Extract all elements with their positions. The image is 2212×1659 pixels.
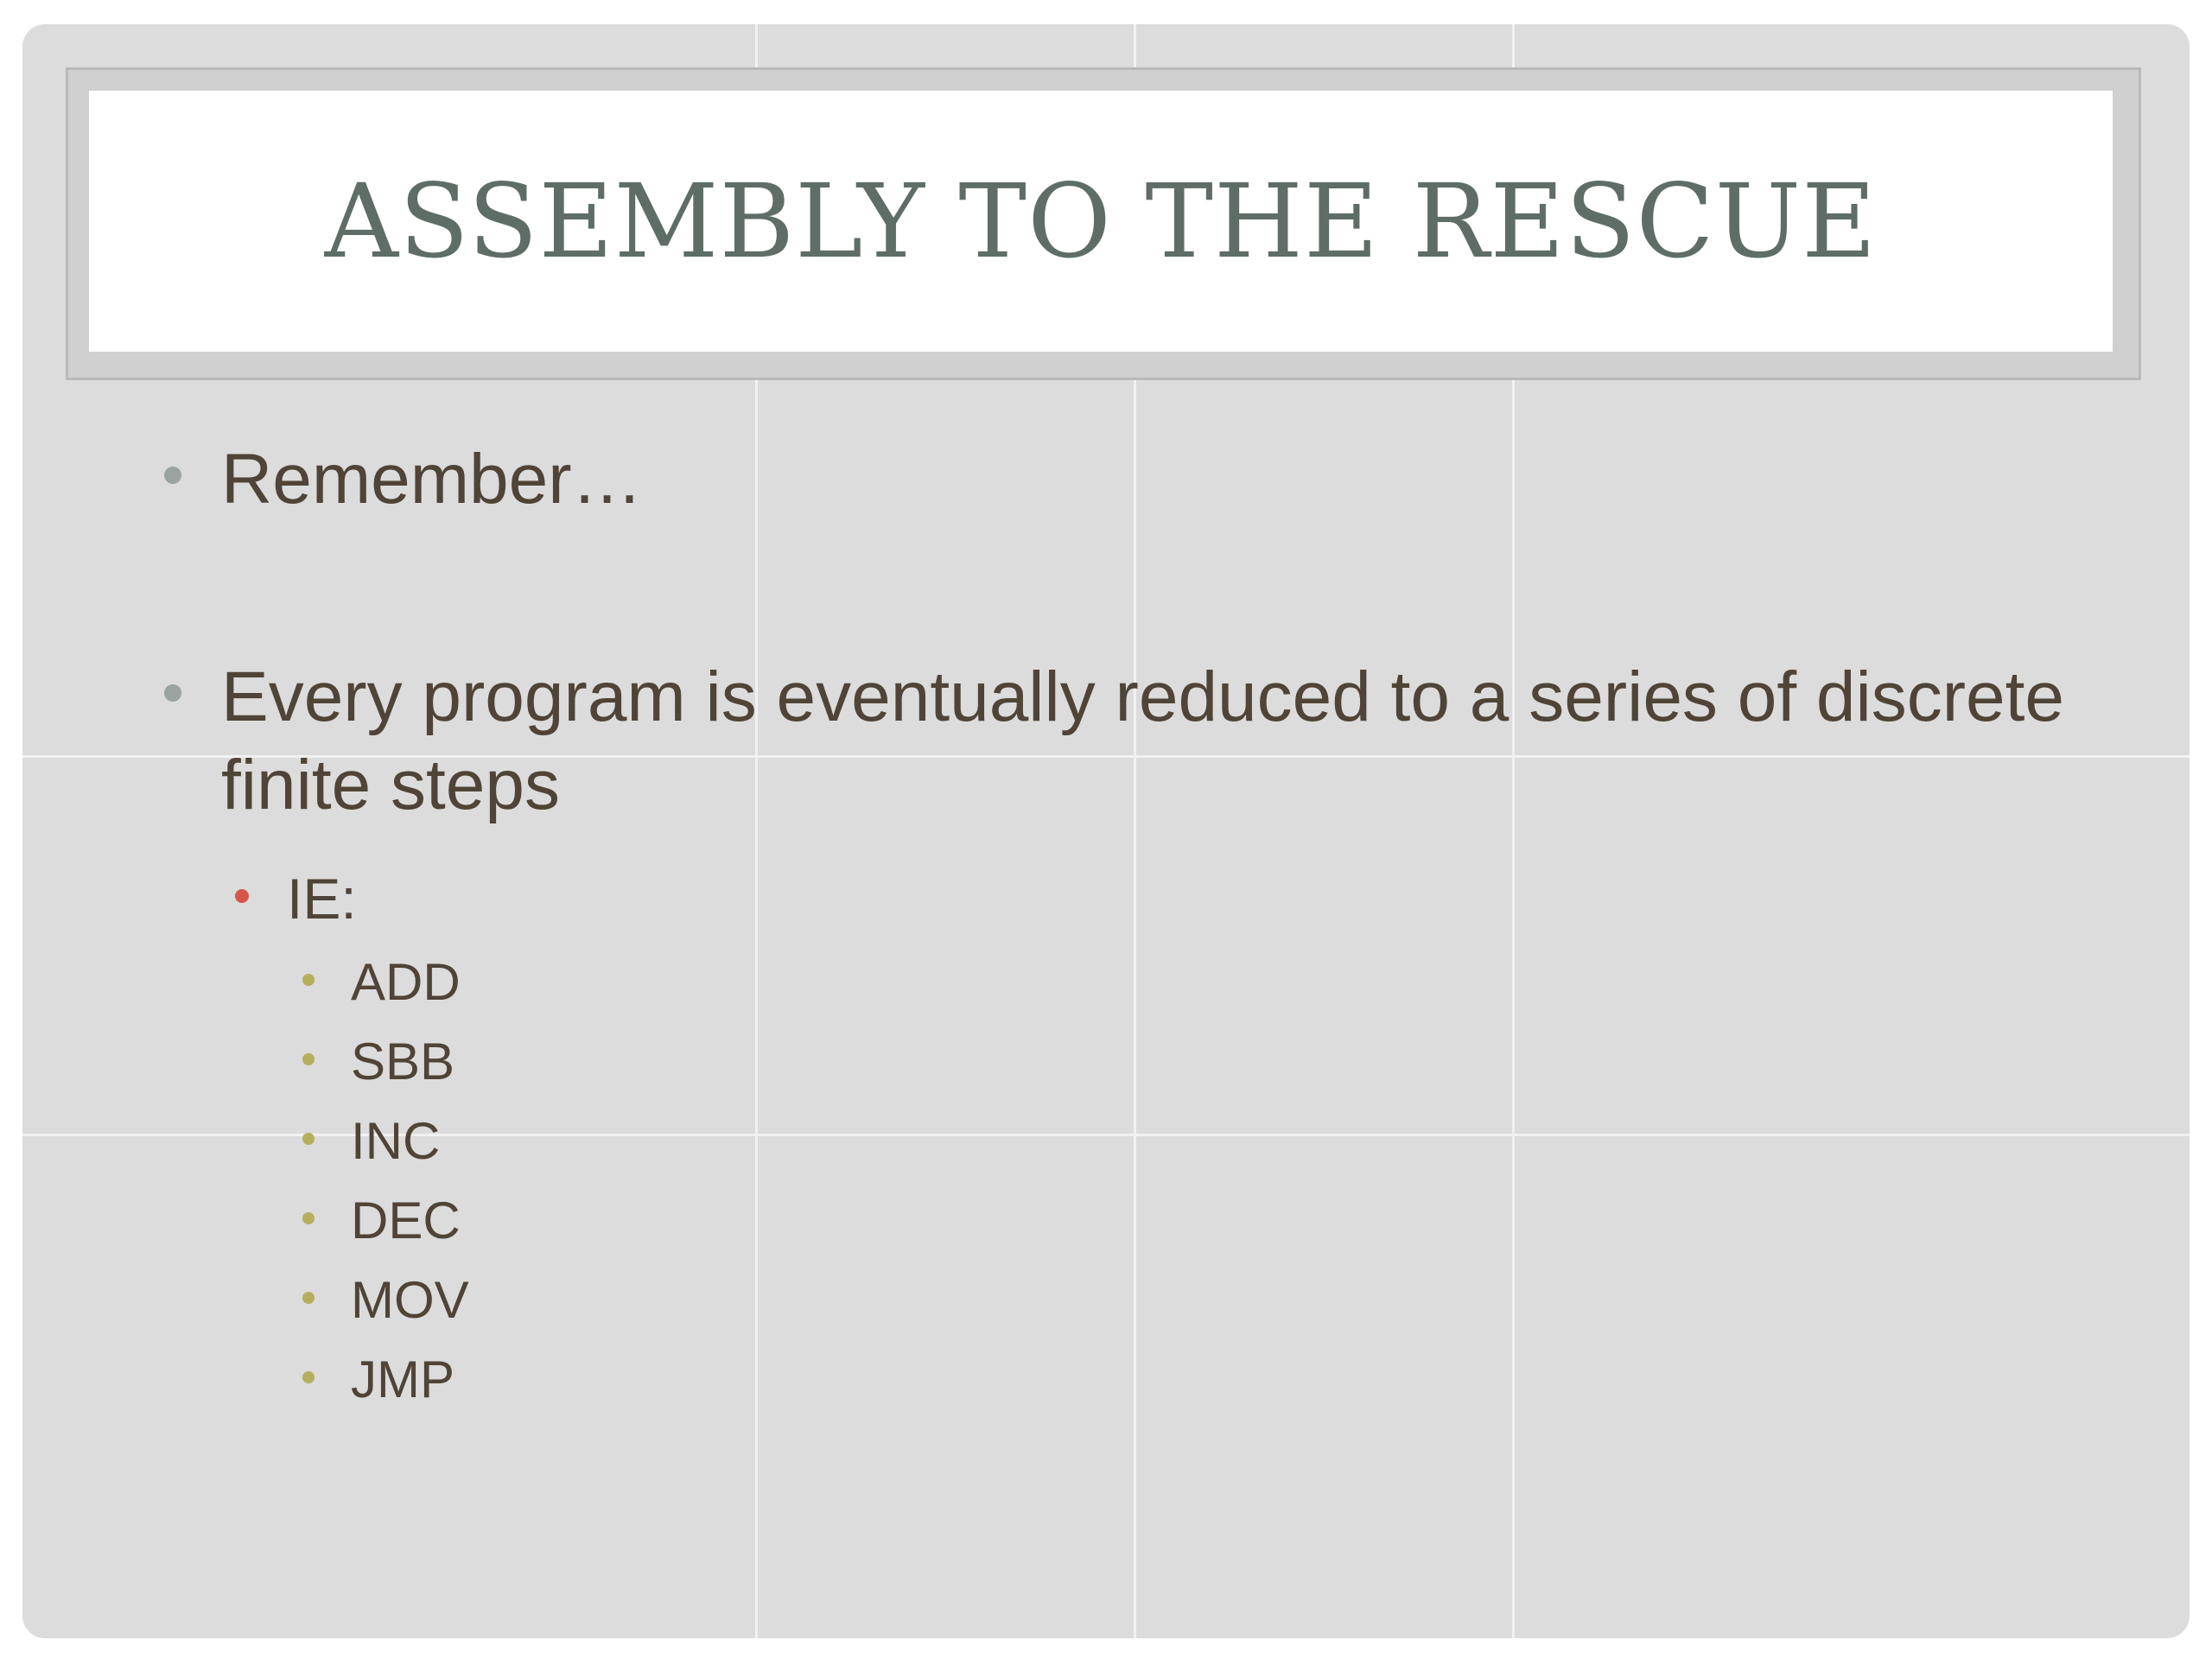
- bullet-dot-icon: [302, 1212, 315, 1224]
- bullet-item: [164, 439, 643, 520]
- bullet-text: Every program is eventually reduced to a series of discrete finite steps: [221, 658, 2065, 824]
- instruction-item: [302, 1032, 454, 1091]
- instruction-item: [302, 952, 461, 1012]
- instruction-text: MOV: [351, 1271, 469, 1329]
- sub-bullet-item: [235, 866, 357, 931]
- instruction-text: ADD: [351, 953, 461, 1011]
- bullet-dot-icon: [235, 889, 249, 903]
- bullet-dot-icon: [302, 1053, 315, 1065]
- bullet-dot-icon: [302, 1133, 315, 1145]
- bullet-dot-icon: [302, 1292, 315, 1304]
- slide-title: ASSEMBLY TO THE RESCUE: [324, 162, 1878, 281]
- instruction-text: DEC: [351, 1192, 461, 1249]
- bullet-item: [164, 653, 2100, 830]
- instruction-text: JMP: [351, 1351, 454, 1408]
- bullet-dot-icon: [302, 974, 315, 986]
- instruction-text: INC: [351, 1112, 441, 1170]
- instruction-item: [302, 1270, 469, 1330]
- slide-content: [22, 24, 2190, 1638]
- slide: [22, 24, 2190, 1638]
- instruction-item: [302, 1350, 454, 1409]
- instruction-text: SBB: [351, 1033, 455, 1090]
- bullet-dot-icon: [302, 1371, 315, 1383]
- bullet-dot-icon: [164, 684, 181, 702]
- sub-bullet-text: IE:: [287, 867, 357, 931]
- instruction-item: [302, 1111, 440, 1171]
- bullet-dot-icon: [164, 467, 181, 484]
- bullet-text: Remember…: [221, 440, 643, 518]
- instruction-item: [302, 1191, 461, 1250]
